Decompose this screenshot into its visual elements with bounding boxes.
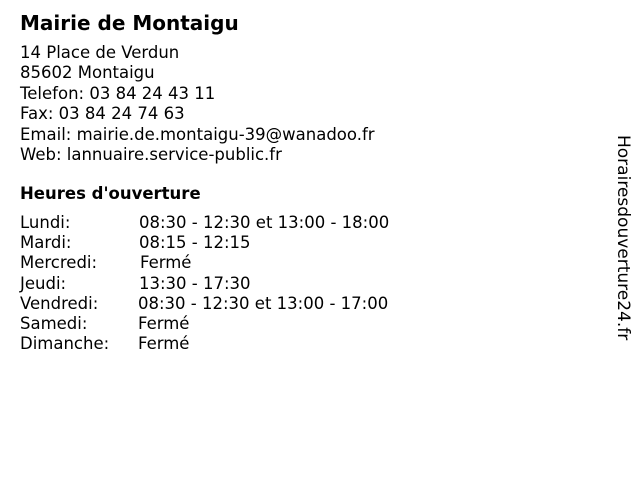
time-value: Fermé xyxy=(140,253,192,273)
city-postcode: 85602 Montaigu xyxy=(20,63,155,83)
website: Web: lannuaire.service-public.fr xyxy=(20,145,282,165)
hours-row-jeudi xyxy=(20,274,440,294)
phone-number: Telefon: 03 84 24 43 11 xyxy=(20,83,216,103)
day-label: Dimanche: xyxy=(20,334,110,354)
hours-row-mercredi xyxy=(20,253,440,273)
time-value: 08:15 - 12:15 xyxy=(139,233,251,253)
day-label: Lundi: xyxy=(20,213,71,232)
page-title: Mairie de Montaigu xyxy=(20,11,239,35)
opening-hours-table xyxy=(20,213,440,354)
site-watermark xyxy=(612,135,634,371)
hours-row-dimanche xyxy=(20,334,440,354)
hours-row-vendredi xyxy=(20,294,440,314)
time-value: Fermé xyxy=(138,313,190,333)
email-address: Email: mairie.de.montaigu-39@wanadoo.fr xyxy=(20,124,375,144)
time-value: 08:30 - 12:30 et 13:00 - 17:00 xyxy=(138,293,389,313)
time-value: Fermé xyxy=(138,334,190,354)
day-label: Vendredi: xyxy=(20,293,99,313)
hours-row-samedi xyxy=(20,314,440,334)
hours-row-mardi xyxy=(20,233,440,253)
watermark-text: Horairesdouverture24.fr xyxy=(613,135,633,341)
hours-row-lundi xyxy=(20,213,440,233)
opening-hours-heading: Heures d'ouverture xyxy=(20,184,201,203)
fax-number: Fax: 03 84 24 74 63 xyxy=(20,104,185,124)
contact-block xyxy=(20,43,375,165)
time-value: 08:30 - 12:30 et 13:00 - 18:00 xyxy=(139,213,390,232)
day-label: Mercredi: xyxy=(20,253,98,273)
street-address: 14 Place de Verdun xyxy=(20,43,180,62)
day-label: Mardi: xyxy=(20,233,72,253)
time-value: 13:30 - 17:30 xyxy=(139,273,251,293)
day-label: Samedi: xyxy=(20,313,88,333)
day-label: Jeudi: xyxy=(20,273,67,293)
